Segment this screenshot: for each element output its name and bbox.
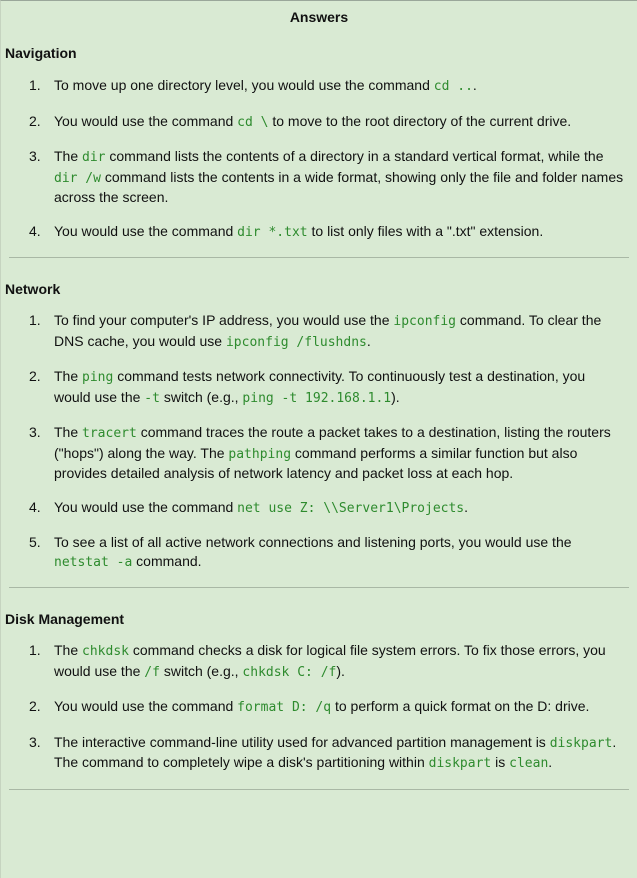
answer-item [1,697,637,718]
answer-text: to move to the root directory of the current drive. [268,112,572,129]
answer-list [1,306,637,572]
command-text: diskpart [428,756,492,771]
command-text: format D: /q [237,700,332,715]
section-heading: Disk Management [5,611,125,627]
answer-text: command lists the contents of a directory in a standard vertical format, while the [105,148,604,164]
item-number: 1. [29,642,41,658]
command-text: tracert [82,426,137,441]
item-number: 1. [29,312,41,328]
command-text: dir [82,150,106,165]
answer-text: command checks a disk for logical file system errors. To fix those errors, you would use the [54,642,606,679]
item-number: 2. [29,112,41,129]
command-text: cd \ [237,114,269,130]
command-text: diskpart [549,735,613,751]
answer-text: . [472,77,477,93]
answer-text: switch (e.g., [159,662,243,679]
item-number: 3. [29,733,41,750]
command-text: clean [509,756,549,771]
command-text: ping -t 192.168.1.1 [242,390,392,406]
answer-item [1,423,637,483]
command-text: /f [144,664,160,680]
section-divider [9,789,629,790]
answer-item [1,367,637,408]
item-number: 2. [29,368,41,384]
section-navigation [1,30,637,242]
section-network [1,258,637,572]
command-text: cd .. [433,79,473,94]
section-heading: Network [5,281,61,297]
command-text: -t [144,390,160,406]
answer-text: ). [336,662,345,679]
answer-text: The [54,148,83,164]
answer-item [1,498,637,519]
item-number: 3. [29,424,41,440]
command-text: chkdsk [82,644,129,659]
item-number: 5. [29,534,41,550]
answer-list [1,636,637,774]
answer-item [1,147,637,207]
answer-text: To find your computer's IP address, you would use the [54,312,394,328]
command-text: chkdsk C: /f [242,664,337,680]
answer-item [1,76,637,97]
command-text: pathping [228,446,292,462]
answer-list [1,70,637,242]
answer-text: . [548,754,553,770]
answer-text: To move up one directory level, you would use the command [54,77,434,93]
item-number: 3. [29,148,41,164]
answer-text: command tests network connectivity. To continuously test a destination, you would use the [54,368,586,405]
command-text: net use Z: \\Server1\Projects [237,500,465,516]
item-number: 1. [29,77,41,93]
answer-text: command. To clear the DNS cache, you would use [54,312,602,349]
answer-item [1,733,637,774]
answer-text: The [54,642,83,658]
answer-text: You would use the command [54,698,238,714]
answer-text: . [366,332,371,349]
answer-text: command performs a similar function but also provides detailed analysis of network latency and packet loss at each hop. [54,444,578,481]
answer-item [1,311,637,352]
answer-text: . [464,498,469,515]
answer-text: ). [391,388,400,405]
section-disk-management [1,588,637,774]
answer-text: to list only files with a ".txt" extension. [307,222,544,239]
answer-text: You would use the command [54,498,238,515]
answer-item [1,112,637,133]
command-text: dir *.txt [237,224,308,240]
answer-text: command. [132,552,202,569]
answer-text: The [54,424,83,440]
command-text: ping [82,370,114,385]
answer-text: command lists the contents in a wide format, showing only the file and folder names across the screen. [54,168,624,205]
answer-item [1,533,637,572]
answer-text: To see a list of all active network connections and listening ports, you would use the [54,534,572,550]
answer-text: The interactive command-line utility used for advanced partition management is [54,733,550,750]
answer-text: . The command to completely wipe a disk's partitioning within [54,733,617,770]
item-number: 4. [29,498,41,515]
answer-item [1,641,637,682]
answer-text: command traces the route a packet takes to a destination, listing the routers ("hops") along the way. The [54,424,611,461]
answer-text: is [491,754,510,770]
item-number: 4. [29,222,41,239]
answer-text: You would use the command [54,112,238,129]
answer-text: You would use the command [54,222,238,239]
answer-text: switch (e.g., [159,388,243,405]
page-title: Answers [289,9,349,25]
command-text: ipconfig [393,314,457,329]
answer-text: to perform a quick format on the D: drive. [331,698,590,714]
answer-text: The [54,368,83,384]
command-text: dir /w [54,170,101,186]
command-text: netstat -a [54,554,133,570]
item-number: 2. [29,698,41,714]
section-heading: Navigation [5,45,77,61]
answer-item [1,222,637,243]
command-text: ipconfig /flushdns [225,334,367,350]
